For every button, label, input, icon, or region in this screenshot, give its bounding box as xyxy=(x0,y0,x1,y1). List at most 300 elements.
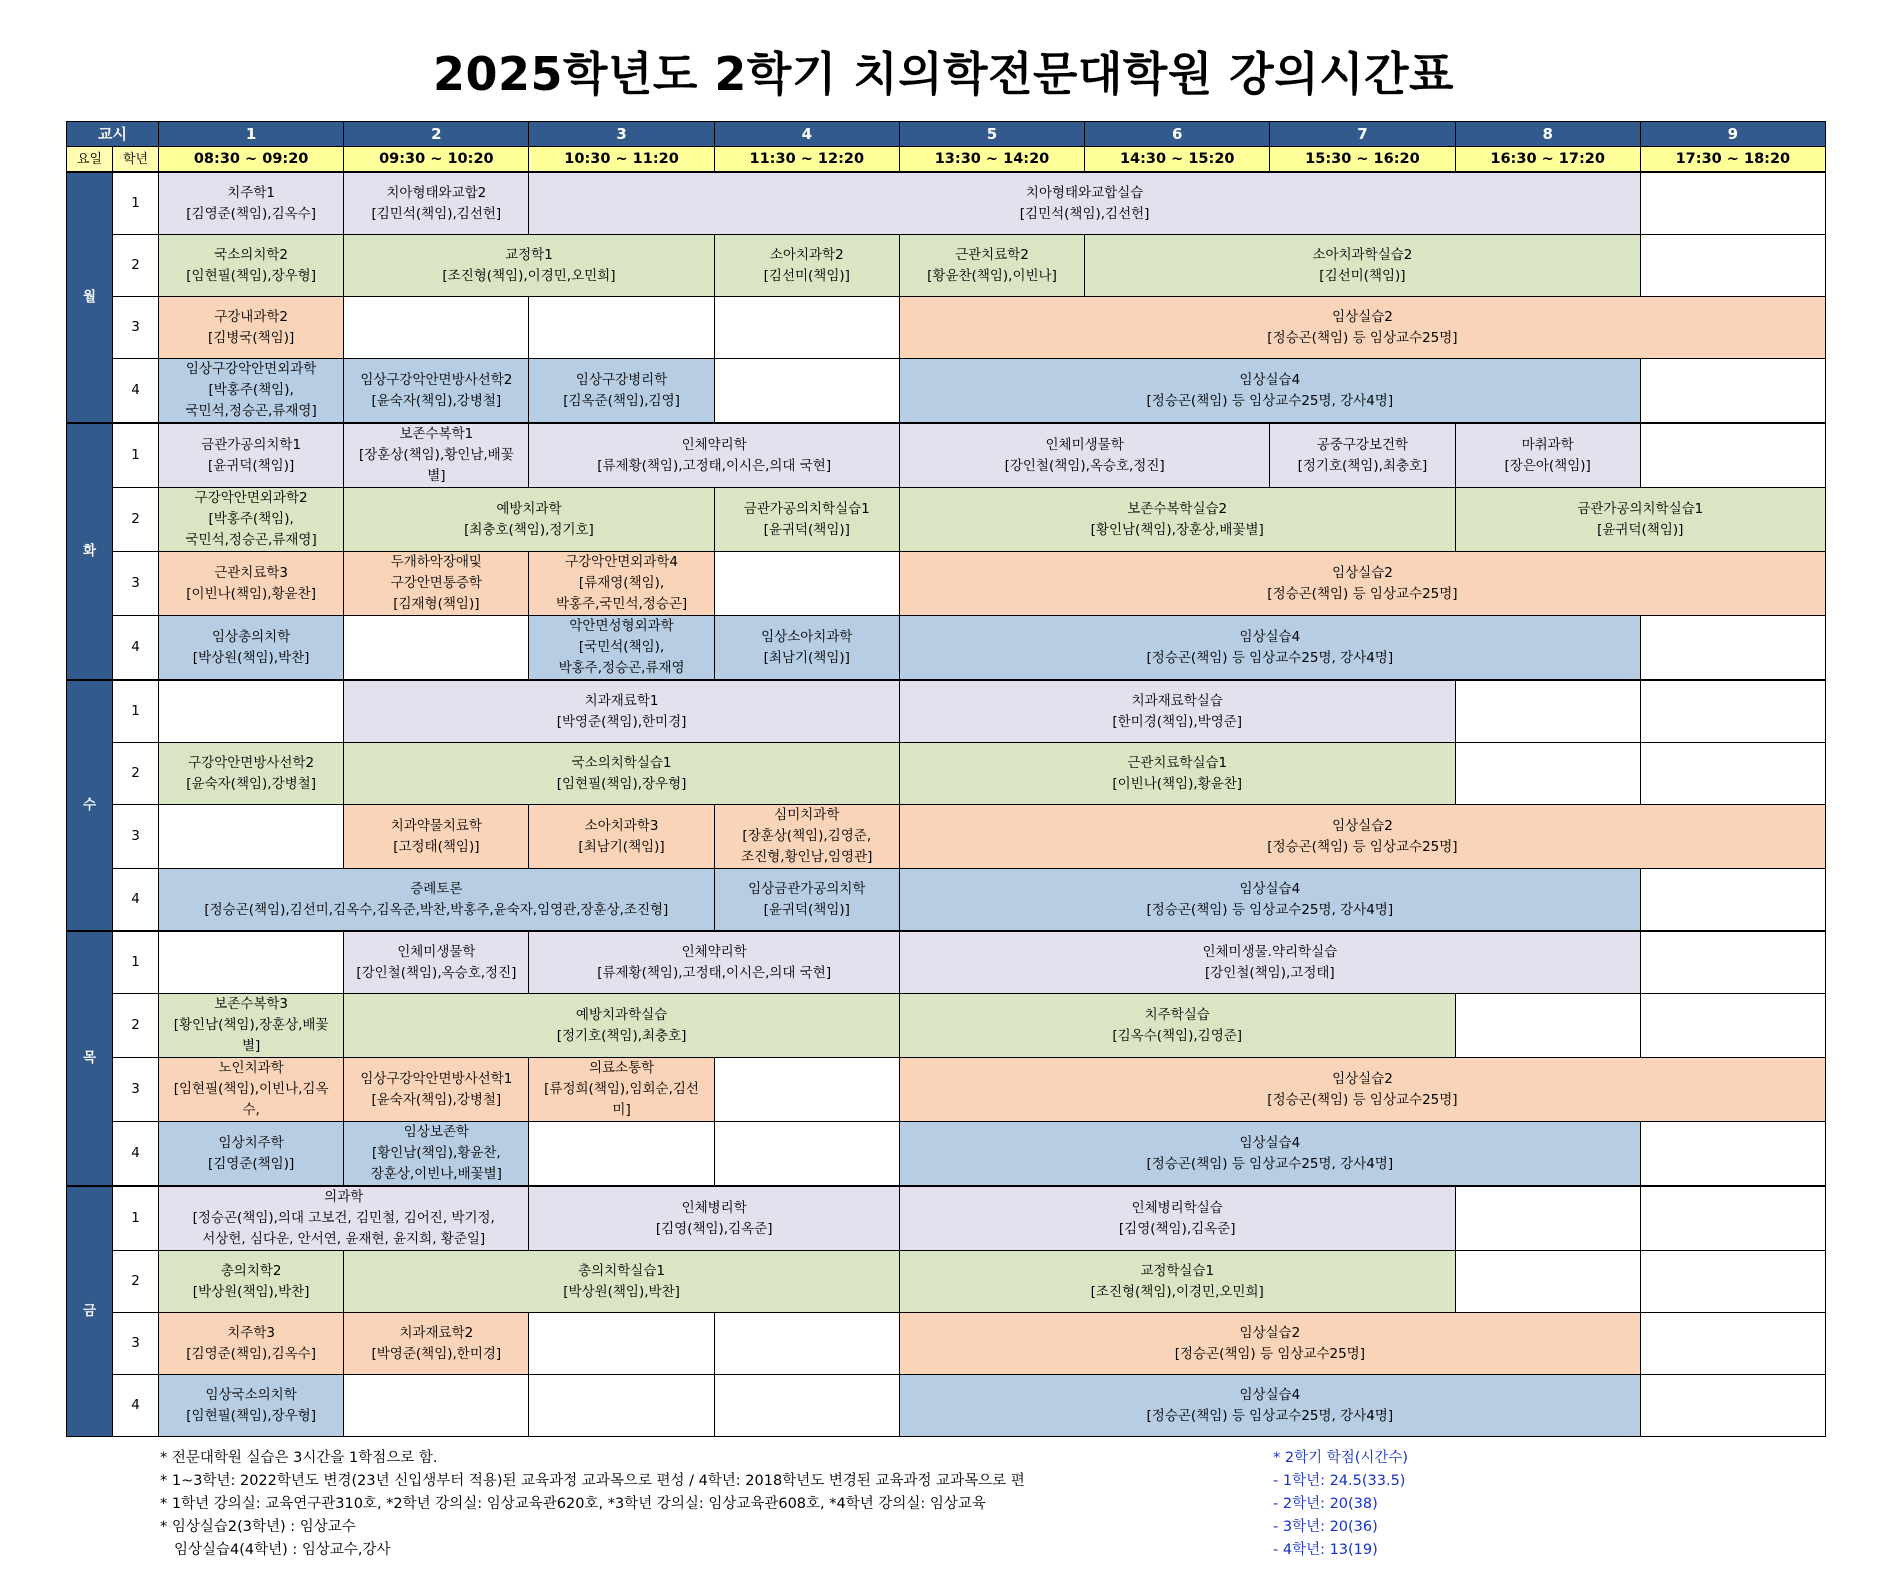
course-name: 금관가공의치학실습1 xyxy=(1577,500,1704,517)
empty-slot xyxy=(1455,1186,1640,1251)
course-instructors: [김선미(책임)] xyxy=(1319,267,1406,284)
course-name: 임상치주학 xyxy=(218,1134,284,1151)
course-name: 임상구강병리학 xyxy=(575,371,668,388)
period-number: 2 xyxy=(344,122,529,147)
credit-line: - 1학년: 24.5(33.5) xyxy=(1273,1473,1406,1489)
empty-slot xyxy=(1455,1251,1640,1313)
grade-cell: 4 xyxy=(113,1122,159,1187)
course-name: 의료소통학 xyxy=(588,1060,655,1076)
course-cell xyxy=(899,931,1640,994)
course-instructors: [정승곤(책임) 등 임상교수25명] xyxy=(1267,838,1458,855)
course-instructors: [박상원(책임),박찬] xyxy=(563,1283,680,1300)
course-cell xyxy=(159,1186,529,1251)
timetable xyxy=(66,121,1826,1437)
header-period-row xyxy=(67,122,1826,147)
period-time: 13:30 ~ 14:20 xyxy=(899,147,1084,173)
credits-summary xyxy=(1273,1447,1408,1562)
course-name: 치아형태와교합2 xyxy=(386,184,487,201)
schedule-row xyxy=(67,931,1826,994)
course-instructors: 박홍주,국민석,정승곤] xyxy=(555,596,688,612)
schedule-row xyxy=(67,994,1826,1058)
grade-cell: 2 xyxy=(113,488,159,552)
schedule-row xyxy=(67,423,1826,488)
empty-slot xyxy=(159,805,344,869)
course-instructors: [한미경(책임),박영준] xyxy=(1112,713,1243,730)
course-instructors: [김영(책임),김옥준] xyxy=(655,1220,773,1237)
course-instructors: [윤숙자(책임),강병철] xyxy=(186,775,316,792)
course-cell xyxy=(1455,488,1825,552)
empty-slot xyxy=(714,1122,899,1187)
course-name: 구강내과학2 xyxy=(214,308,289,325)
course-instructors: [정승곤(책임) 등 임상교수25명] xyxy=(1174,1345,1365,1362)
course-instructors: [정승곤(책임) 등 임상교수25명, 강사4명] xyxy=(1146,392,1394,409)
course-instructors: [박영준(책임),한미경] xyxy=(556,713,687,730)
course-instructors: [박영준(책임),한미경] xyxy=(371,1345,502,1362)
period-time: 09:30 ~ 10:20 xyxy=(344,147,529,173)
grade-cell: 1 xyxy=(113,172,159,235)
empty-slot xyxy=(714,297,899,359)
course-cell xyxy=(899,994,1455,1058)
schedule-row xyxy=(67,869,1826,932)
course-name: 임상소아치과학 xyxy=(761,628,853,645)
course-instructors: [황윤찬(책임),이빈나] xyxy=(927,267,1057,284)
period-number: 4 xyxy=(714,122,899,147)
empty-slot xyxy=(1455,743,1640,805)
course-instructors: [최남기(책임)] xyxy=(578,838,665,855)
grade-cell: 2 xyxy=(113,994,159,1058)
course-instructors: [장훈상(책임),김영준, xyxy=(742,828,872,844)
course-cell xyxy=(159,235,344,297)
schedule-row xyxy=(67,552,1826,616)
course-cell xyxy=(1270,423,1455,488)
notes xyxy=(160,1447,1090,1567)
course-instructors: [정승곤(책임) 등 임상교수25명, 강사4명] xyxy=(1146,1407,1394,1424)
period-time: 10:30 ~ 11:20 xyxy=(529,147,714,173)
course-name: 노인치과학 xyxy=(218,1060,284,1076)
course-instructors: [김영준(책임)] xyxy=(207,1155,295,1172)
course-name: 치주학1 xyxy=(227,184,275,201)
course-instructors: [임현필(책임),장우형] xyxy=(186,267,316,284)
schedule-row xyxy=(67,488,1826,552)
course-name: 근관치료학실습1 xyxy=(1127,754,1228,771)
course-cell xyxy=(159,423,344,488)
course-name: 임상실습2 xyxy=(1332,1070,1393,1087)
day-label: 요일 xyxy=(67,147,113,173)
course-name: 임상실습2 xyxy=(1332,308,1393,325)
empty-slot xyxy=(1640,869,1825,932)
course-cell xyxy=(159,488,344,552)
course-cell xyxy=(899,423,1269,488)
course-name: 소아치과학실습2 xyxy=(1312,246,1413,263)
course-cell xyxy=(159,172,344,235)
grade-cell: 3 xyxy=(113,1058,159,1122)
course-instructors: [윤귀덕(책임)] xyxy=(763,521,850,538)
course-name: 인체약리학 xyxy=(681,436,747,453)
grade-cell: 1 xyxy=(113,1186,159,1251)
course-cell xyxy=(159,1375,344,1437)
course-name: 교정학1 xyxy=(505,246,553,263)
credit-line: - 2학년: 20(38) xyxy=(1273,1496,1378,1512)
empty-slot xyxy=(1640,1122,1825,1187)
schedule-row xyxy=(67,1313,1826,1375)
course-instructors: 별] xyxy=(427,468,446,484)
course-cell xyxy=(159,869,715,932)
course-instructors: [윤숙자(책임),강병철] xyxy=(371,1091,502,1108)
page-title: 2025학년도 2학기 치의학전문대학원 강의시간표 xyxy=(433,47,1454,101)
course-name: 인체미생물.약리학실습 xyxy=(1202,943,1338,960)
grade-cell: 4 xyxy=(113,616,159,681)
empty-slot xyxy=(1640,994,1825,1058)
course-name: 임상실습4 xyxy=(1239,880,1301,897)
period-time: 15:30 ~ 16:20 xyxy=(1270,147,1455,173)
course-name: 국소의치학실습1 xyxy=(571,754,672,771)
course-instructors: [고정태(책임)] xyxy=(393,838,480,855)
course-cell xyxy=(159,552,344,616)
course-name: 소아치과학2 xyxy=(769,246,844,263)
grade-cell: 4 xyxy=(113,869,159,932)
course-instructors: [정승곤(책임) 등 임상교수25명, 강사4명] xyxy=(1146,649,1394,666)
course-cell xyxy=(159,297,344,359)
course-name: 국소의치학2 xyxy=(214,246,289,263)
period-number: 5 xyxy=(899,122,1084,147)
course-cell xyxy=(529,1186,899,1251)
course-instructors: [류제황(책임),고정태,이시은,의대 국현] xyxy=(597,964,832,981)
note-line: * 임상실습2(3학년) : 임상교수 xyxy=(160,1519,356,1535)
empty-slot xyxy=(1640,931,1825,994)
course-name: 소아치과학3 xyxy=(584,817,659,834)
course-cell xyxy=(529,172,1640,235)
course-cell xyxy=(714,488,899,552)
schedule-row xyxy=(67,680,1826,743)
course-instructors: 박홍주,정승곤,류재영 xyxy=(558,660,685,676)
course-instructors: [류제황(책임),고정태,이시은,의대 국현] xyxy=(597,457,832,474)
period-number: 3 xyxy=(529,122,714,147)
day-cell: 화 xyxy=(67,423,113,680)
period-time: 16:30 ~ 17:20 xyxy=(1455,147,1640,173)
course-name: 근관치료학2 xyxy=(955,246,1029,263)
course-cell xyxy=(899,1122,1640,1187)
course-name: 보존수복학3 xyxy=(214,996,289,1012)
course-cell xyxy=(899,1186,1455,1251)
schedule-row xyxy=(67,1186,1826,1251)
course-name: 구강악안면외과학4 xyxy=(565,554,679,570)
empty-slot xyxy=(529,1122,714,1187)
empty-slot xyxy=(1640,1375,1825,1437)
period-number: 6 xyxy=(1085,122,1270,147)
empty-slot xyxy=(1455,680,1640,743)
grade-cell: 2 xyxy=(113,1251,159,1313)
course-instructors: 국민석,정승곤,류재영] xyxy=(185,403,317,419)
course-instructors: [강인철(책임),옥승호,정진] xyxy=(356,964,517,981)
course-name: 의과학 xyxy=(324,1189,364,1205)
course-instructors: [강인철(책임),고정태] xyxy=(1204,964,1335,981)
grade-cell: 2 xyxy=(113,235,159,297)
course-instructors: [김옥준(책임),김영] xyxy=(563,392,680,409)
course-instructors: [박상원(책임),박찬] xyxy=(192,1283,310,1300)
course-cell xyxy=(344,994,900,1058)
course-name: 임상실습2 xyxy=(1332,817,1393,834)
course-cell xyxy=(899,616,1640,681)
course-name: 치과재료학실습 xyxy=(1131,692,1223,709)
course-instructors: [정승곤(책임) 등 임상교수25명] xyxy=(1267,329,1458,346)
course-cell xyxy=(344,805,529,869)
course-cell xyxy=(714,869,899,932)
empty-slot xyxy=(344,1375,529,1437)
note-line: 임상실습4(4학년) : 임상교수,강사 xyxy=(174,1542,391,1558)
grade-cell: 2 xyxy=(113,743,159,805)
schedule-row xyxy=(67,359,1826,424)
course-instructors: [박홍주(책임), xyxy=(208,382,294,398)
schedule-row xyxy=(67,805,1826,869)
course-instructors: [김민석(책임),김선헌] xyxy=(1019,205,1150,222)
course-name: 임상실습4 xyxy=(1239,1386,1301,1403)
course-instructors: [윤귀덕(책임)] xyxy=(763,901,850,918)
course-name: 임상실습4 xyxy=(1239,628,1301,645)
empty-slot xyxy=(1640,235,1825,297)
course-instructors: [김영준(책임),김옥수] xyxy=(186,1345,316,1362)
empty-slot xyxy=(159,680,344,743)
grade-cell: 3 xyxy=(113,297,159,359)
course-cell xyxy=(899,1058,1825,1122)
schedule-row xyxy=(67,743,1826,805)
empty-slot xyxy=(714,552,899,616)
course-cell xyxy=(714,616,899,681)
course-cell xyxy=(1455,423,1640,488)
credit-line: - 3학년: 20(36) xyxy=(1273,1519,1378,1535)
course-instructors: [최충호(책임),정기호] xyxy=(464,521,594,538)
course-cell xyxy=(344,1251,900,1313)
course-cell xyxy=(899,869,1640,932)
course-cell xyxy=(899,805,1825,869)
empty-slot xyxy=(1640,1313,1825,1375)
period-number: 7 xyxy=(1270,122,1455,147)
course-name: 증례토론 xyxy=(410,880,463,897)
day-cell: 수 xyxy=(67,680,113,931)
course-cell xyxy=(1085,235,1641,297)
course-name: 임상보존학 xyxy=(403,1124,469,1140)
course-name: 임상총의치학 xyxy=(212,628,291,645)
course-cell xyxy=(344,488,714,552)
empty-slot xyxy=(1640,616,1825,681)
grade-cell: 3 xyxy=(113,552,159,616)
course-name: 치주학3 xyxy=(227,1324,275,1341)
course-name: 임상실습4 xyxy=(1239,371,1301,388)
empty-slot xyxy=(529,1313,714,1375)
year-label: 학년 xyxy=(113,147,159,173)
day-cell: 월 xyxy=(67,172,113,423)
course-name: 총의치학2 xyxy=(220,1262,282,1279)
course-cell xyxy=(899,1313,1640,1375)
course-name: 심미치과학 xyxy=(774,807,840,823)
course-cell xyxy=(344,680,900,743)
course-instructors: [박홍주(책임), xyxy=(208,511,294,527)
course-name: 임상금관가공의치학 xyxy=(748,880,866,897)
course-cell xyxy=(159,743,344,805)
course-cell xyxy=(529,616,714,681)
course-instructors: [정승곤(책임) 등 임상교수25명] xyxy=(1267,1091,1458,1108)
schedule-row xyxy=(67,1122,1826,1187)
course-name: 예방치과학 xyxy=(496,500,562,517)
course-instructors: [윤귀덕(책임)] xyxy=(1597,521,1684,538)
course-instructors: [김병국(책임)] xyxy=(207,329,295,346)
course-cell xyxy=(344,743,900,805)
day-cell: 금 xyxy=(67,1186,113,1437)
course-name: 총의치학실습1 xyxy=(578,1262,665,1279)
course-instructors: [김옥수(책임),김영준] xyxy=(1112,1027,1243,1044)
course-cell xyxy=(899,359,1640,424)
course-cell xyxy=(529,1058,714,1122)
course-cell xyxy=(529,805,714,869)
course-instructors: [정승곤(책임) 등 임상교수25명, 강사4명] xyxy=(1146,1155,1394,1172)
course-instructors: [김재형(책임)] xyxy=(393,596,480,612)
course-name: 근관치료학3 xyxy=(214,564,289,581)
course-name: 두개하악장애및 xyxy=(390,554,482,570)
course-instructors: [정기호(책임),최충호] xyxy=(556,1027,687,1044)
course-instructors: [정승곤(책임) 등 임상교수25명, 강사4명] xyxy=(1146,901,1394,918)
course-instructors: 미] xyxy=(612,1102,631,1118)
course-cell xyxy=(344,552,529,616)
course-cell xyxy=(529,552,714,616)
day-cell: 목 xyxy=(67,931,113,1186)
course-name: 보존수복학1 xyxy=(399,426,474,442)
course-instructors: 구강안면통증학 xyxy=(390,575,482,591)
grade-cell: 4 xyxy=(113,359,159,424)
course-instructors: [정승곤(책임) 등 임상교수25명] xyxy=(1267,585,1458,602)
empty-slot xyxy=(1640,359,1825,424)
empty-slot xyxy=(714,1313,899,1375)
course-name: 임상실습2 xyxy=(1239,1324,1301,1341)
course-name: 임상실습4 xyxy=(1239,1134,1301,1151)
grade-cell: 3 xyxy=(113,805,159,869)
empty-slot xyxy=(344,297,529,359)
grade-cell: 1 xyxy=(113,423,159,488)
period-label: 교시 xyxy=(67,122,159,147)
course-name: 금관가공의치학실습1 xyxy=(743,500,870,517)
course-name: 구강악안면외과학2 xyxy=(194,490,308,506)
empty-slot xyxy=(529,1375,714,1437)
schedule-row xyxy=(67,1375,1826,1437)
course-cell xyxy=(344,1313,529,1375)
period-time: 17:30 ~ 18:20 xyxy=(1640,147,1825,173)
course-name: 치아형태와교합실습 xyxy=(1025,184,1144,201)
course-name: 마취과학 xyxy=(1521,436,1574,453)
course-name: 인체미생물학 xyxy=(1045,436,1124,453)
course-instructors: [이빈나(책임),황윤찬] xyxy=(1112,775,1243,792)
note-line: * 1학년 강의실: 교육연구관310호, *2학년 강의실: 임상교육관620호, *3학년 강의실: 임상교육관608호, *4학년 강의실: 임상교육 xyxy=(160,1496,986,1512)
course-instructors: [조진형(책임),이경민,오민희] xyxy=(442,267,616,284)
empty-slot xyxy=(1640,172,1825,235)
course-instructors: [강인철(책임),옥승호,정진] xyxy=(1004,457,1165,474)
course-cell xyxy=(159,616,344,681)
course-cell xyxy=(899,235,1084,297)
course-instructors: [김선미(책임)] xyxy=(763,267,850,284)
course-cell xyxy=(159,1058,344,1122)
empty-slot xyxy=(1640,1186,1825,1251)
course-instructors: [정승곤(책임),의대 고보건, 김민철, 김어진, 박기정, xyxy=(192,1210,495,1226)
course-instructors: [류정희(책임),임회순,김선 xyxy=(544,1081,699,1097)
schedule-row xyxy=(67,297,1826,359)
course-cell xyxy=(899,488,1455,552)
course-name: 임상국소의치학 xyxy=(205,1386,297,1403)
period-number: 1 xyxy=(159,122,344,147)
empty-slot xyxy=(1640,743,1825,805)
course-instructors: [황인남(책임),황윤찬, xyxy=(371,1145,501,1161)
course-cell xyxy=(159,994,344,1058)
course-cell xyxy=(899,552,1825,616)
course-cell xyxy=(159,1122,344,1187)
period-time: 08:30 ~ 09:20 xyxy=(159,147,344,173)
empty-slot xyxy=(529,297,714,359)
course-name: 보존수복학실습2 xyxy=(1127,500,1228,517)
schedule-row xyxy=(67,1058,1826,1122)
course-cell xyxy=(344,172,529,235)
course-instructors: [황인남(책임),장훈상,배꽃 xyxy=(173,1017,329,1033)
course-instructors: [정승곤(책임),김선미,김옥수,김옥준,박찬,박홍주,윤숙자,임영관,장훈상,조진형] xyxy=(204,901,669,918)
course-instructors: [조진형(책임),이경민,오민희] xyxy=(1090,1283,1264,1300)
empty-slot xyxy=(1640,680,1825,743)
course-instructors: 서상헌, 심다운, 안서연, 윤재현, 윤지희, 황준일] xyxy=(202,1231,486,1247)
period-number: 9 xyxy=(1640,122,1825,147)
course-name: 공중구강보건학 xyxy=(1316,436,1409,453)
course-instructors: 별] xyxy=(241,1038,261,1054)
schedule-row xyxy=(67,172,1826,235)
course-name: 임상구강악안면외과학 xyxy=(185,361,317,377)
course-instructors: [최남기(책임)] xyxy=(763,649,850,666)
course-instructors: [박상원(책임),박찬] xyxy=(192,649,310,666)
course-cell xyxy=(899,1251,1455,1313)
course-instructors: [장훈상(책임),황인남,배꽃 xyxy=(358,447,514,463)
course-name: 치과약물치료학 xyxy=(390,817,482,834)
course-name: 인체병리학실습 xyxy=(1131,1199,1223,1216)
period-time: 14:30 ~ 15:20 xyxy=(1085,147,1270,173)
course-instructors: [김영준(책임),김옥수] xyxy=(186,205,316,222)
course-instructors: [이빈나(책임),황윤찬] xyxy=(186,585,316,602)
course-cell xyxy=(899,1375,1640,1437)
course-instructors: [윤숙자(책임),강병철] xyxy=(371,392,502,409)
course-cell xyxy=(344,423,529,488)
course-name: 예방치과학실습 xyxy=(575,1006,668,1023)
course-name: 악안면성형외과학 xyxy=(569,618,674,634)
course-instructors: [국민석(책임), xyxy=(578,639,665,655)
grade-cell: 1 xyxy=(113,931,159,994)
course-name: 치주학실습 xyxy=(1144,1006,1210,1023)
course-instructors: [장은아(책임)] xyxy=(1504,457,1591,474)
course-name: 임상구강악안면방사선학2 xyxy=(360,371,513,388)
course-instructors: [윤귀덕(책임)] xyxy=(207,457,295,474)
course-name: 치과재료학2 xyxy=(399,1324,474,1341)
course-instructors: [황인남(책임),장훈상,배꽃별] xyxy=(1090,521,1264,538)
schedule-row xyxy=(67,616,1826,681)
course-instructors: [임현필(책임),장우형] xyxy=(186,1407,316,1424)
course-instructors: [임현필(책임),장우형] xyxy=(556,775,687,792)
course-name: 구강악안면방사선학2 xyxy=(188,754,315,771)
course-instructors: [임현필(책임),이빈나,김옥 xyxy=(173,1081,329,1097)
course-cell xyxy=(714,805,899,869)
course-cell xyxy=(344,359,529,424)
course-cell xyxy=(159,359,344,424)
course-name: 치과재료학1 xyxy=(584,692,659,709)
course-name: 인체병리학 xyxy=(681,1199,747,1216)
credit-line: - 4학년: 13(19) xyxy=(1273,1542,1378,1558)
course-cell xyxy=(899,680,1455,743)
credit-line: * 2학기 학점(시간수) xyxy=(1273,1450,1409,1466)
period-number: 8 xyxy=(1455,122,1640,147)
empty-slot xyxy=(1640,1251,1825,1313)
course-name: 임상구강악안면방사선학1 xyxy=(360,1070,513,1087)
course-name: 인체약리학 xyxy=(681,943,747,960)
empty-slot xyxy=(714,359,899,424)
empty-slot xyxy=(1455,994,1640,1058)
